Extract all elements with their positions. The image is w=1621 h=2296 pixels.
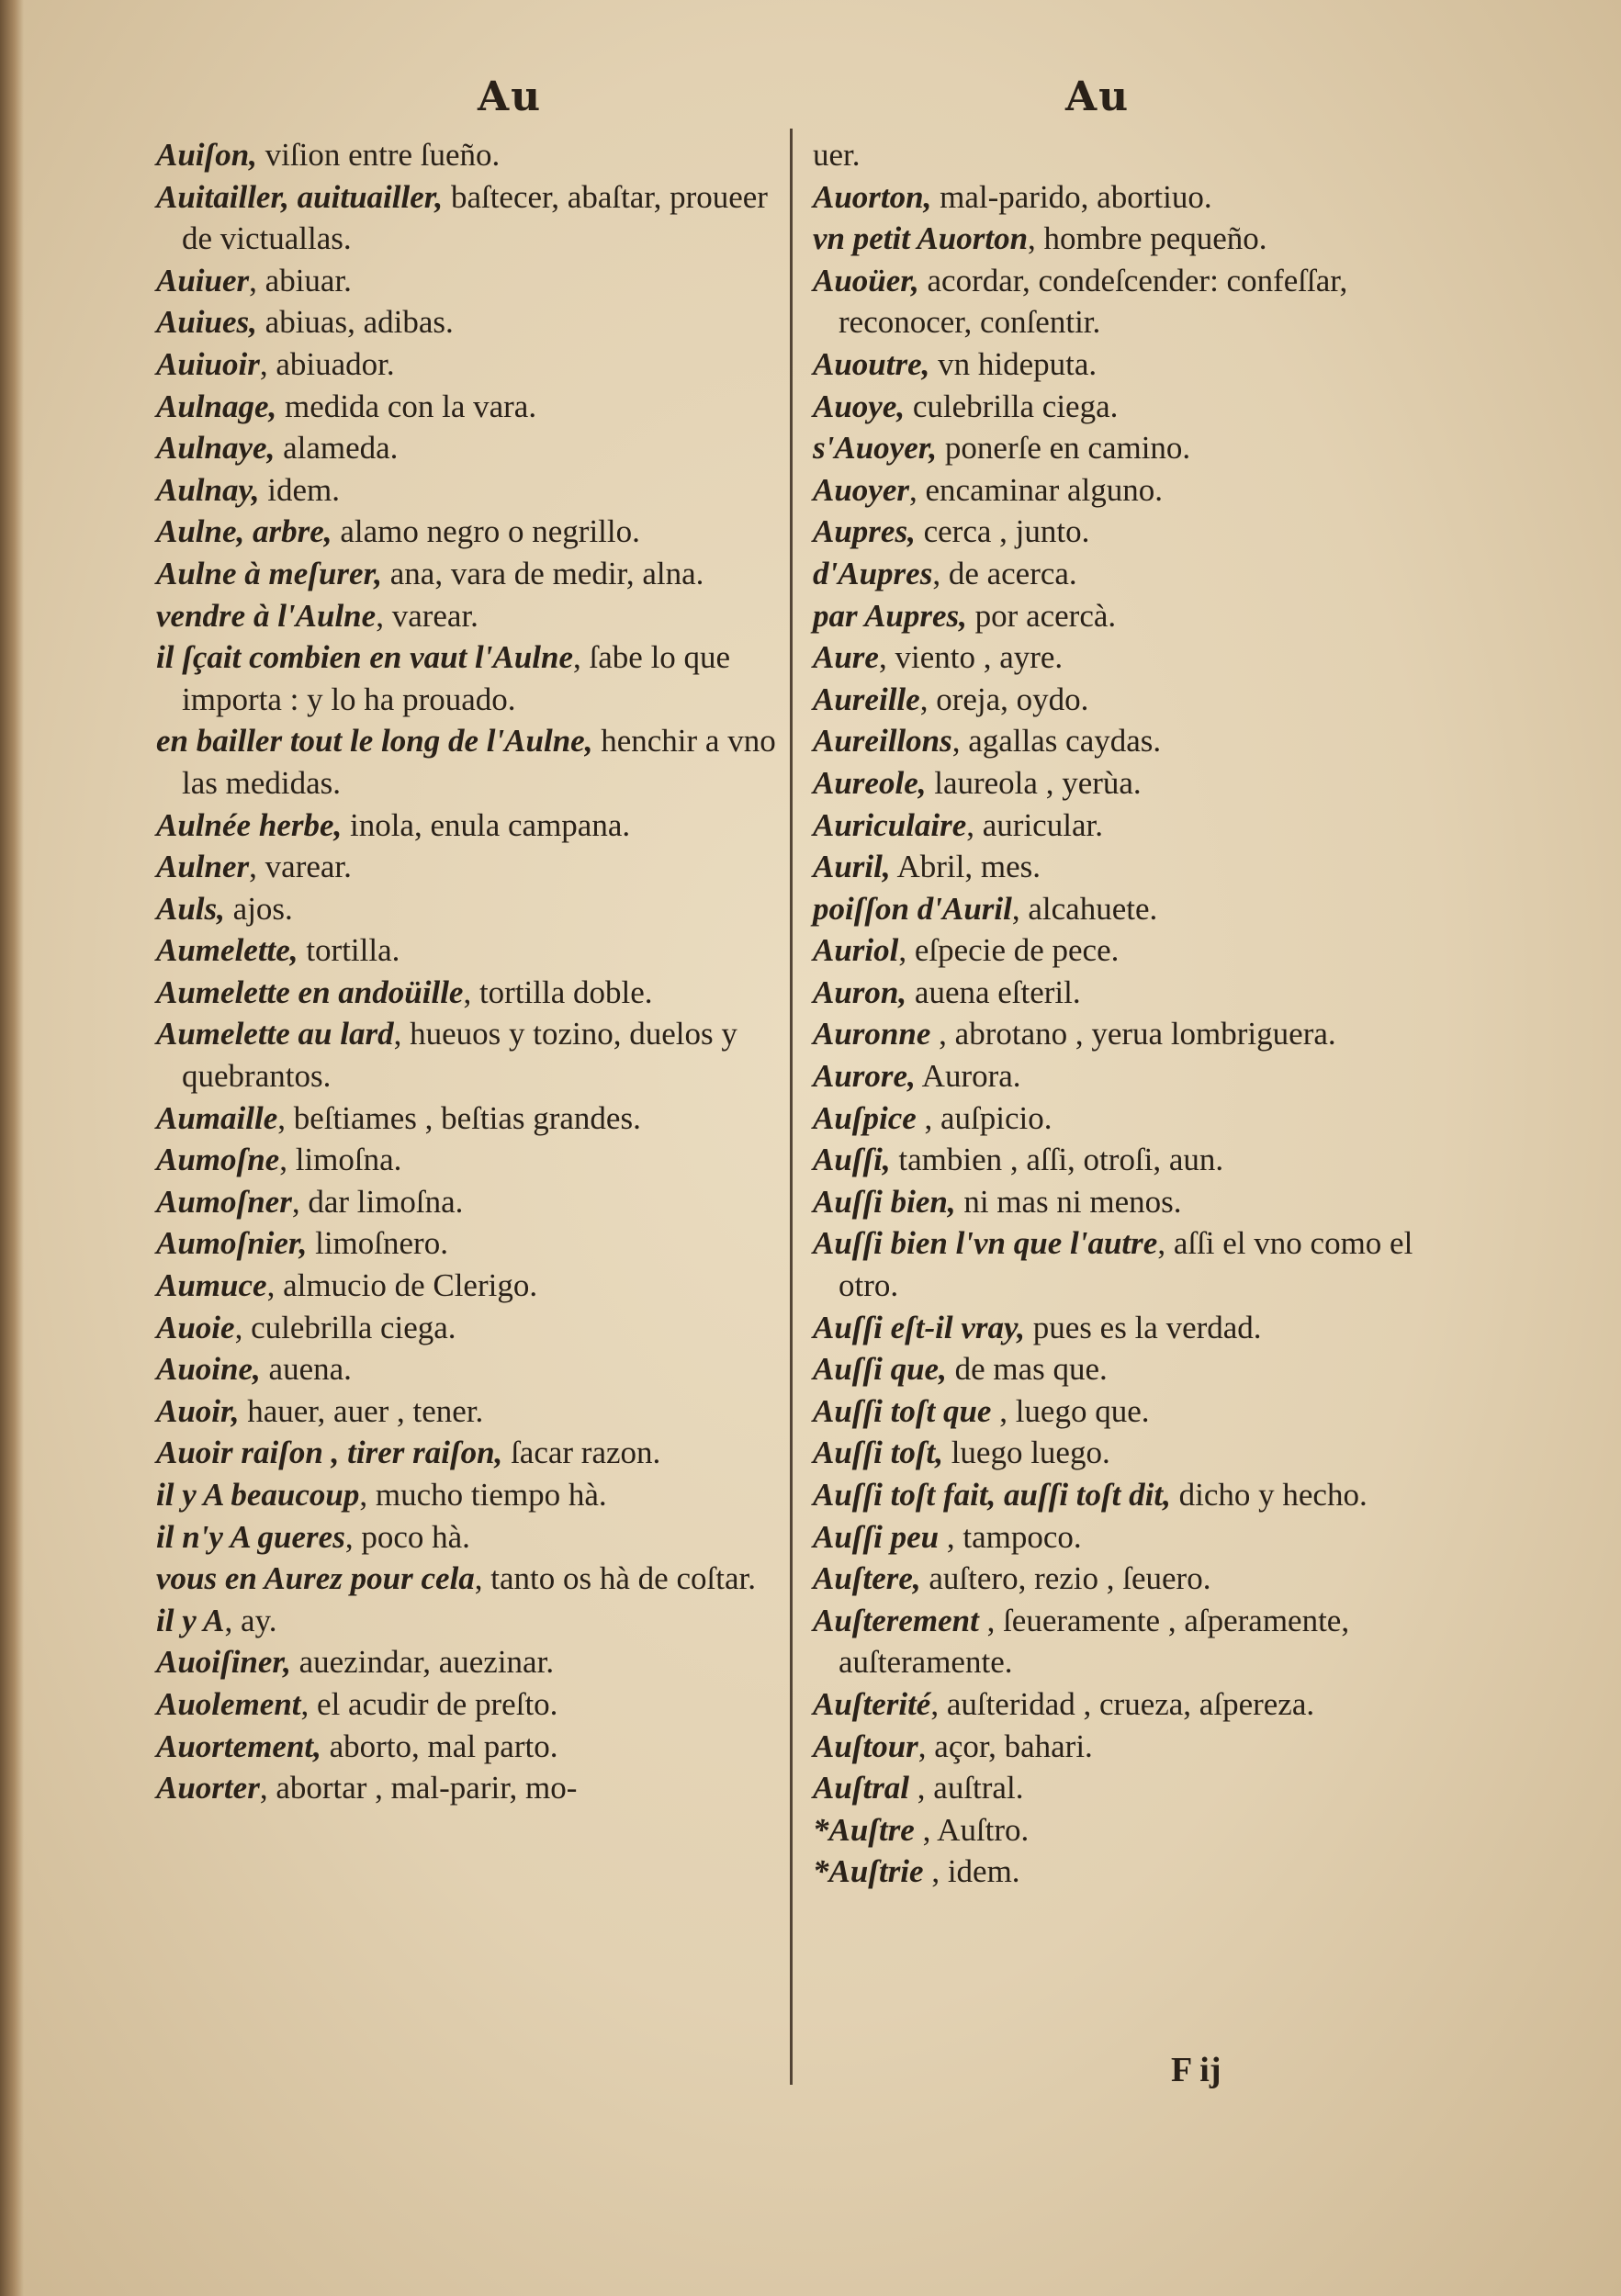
definition: auena. (260, 1351, 352, 1388)
headword: d'Aupres (813, 555, 933, 591)
headword: Auiuoir (156, 345, 260, 382)
headword: Auoüer, (813, 262, 919, 298)
headword: Aupres, (813, 513, 916, 550)
dictionary-entry (813, 343, 1437, 386)
headword: Auſtral (813, 1770, 910, 1806)
definition: pues es la verdad. (1025, 1309, 1262, 1345)
dictionary-entry (813, 972, 1437, 1014)
definition: Abril, mes. (890, 849, 1041, 885)
dictionary-entry (813, 386, 1437, 428)
headword: Auitailler, auituailler, (156, 178, 444, 215)
definition: luego luego. (942, 1435, 1110, 1471)
headword: Aumuce (156, 1267, 267, 1304)
dictionary-entry (813, 218, 1437, 260)
headword: Aumelette au lard (156, 1016, 394, 1052)
dictionary-entry (156, 260, 781, 302)
definition: , abiuar. (249, 262, 352, 298)
definition: Aurora. (915, 1058, 1021, 1095)
definition: , poco hà. (344, 1518, 470, 1555)
definition: auſtero, rezio , ſeuero. (920, 1560, 1211, 1597)
headword: Auiues, (156, 304, 257, 341)
dictionary-entry (813, 1767, 1437, 1809)
headword: il ſçait combien en vaut l'Aulne (156, 639, 574, 676)
dictionary-entry (813, 1013, 1437, 1055)
definition: , almucio de Clerigo. (266, 1267, 538, 1304)
definition: alamo negro o negrillo. (332, 513, 640, 550)
definition: por acercà. (966, 597, 1117, 634)
headword: Aumoſner (156, 1183, 292, 1220)
dictionary-entry (813, 1683, 1437, 1726)
dictionary-entry (156, 511, 781, 553)
definition: , hueuos y tozino, duelos y quebrantos. (182, 1016, 737, 1095)
dictionary-entry (813, 260, 1437, 343)
signature-mark: F ij (1171, 2051, 1221, 2089)
definition: , tortilla doble. (463, 974, 653, 1010)
headword: Auron, (813, 974, 907, 1010)
definition: , auricular. (966, 806, 1103, 843)
definition: , mucho tiempo hà. (359, 1477, 607, 1513)
definition: , encaminar alguno. (909, 471, 1164, 508)
dictionary-entry (156, 1265, 781, 1307)
definition: , de acerca. (932, 555, 1077, 591)
book-spine-shadow (0, 0, 24, 2296)
dictionary-entry (813, 1181, 1437, 1223)
dictionary-entry (156, 1432, 781, 1474)
headword: il n'y A gueres (156, 1518, 345, 1555)
headword: vous en Aurez pour cela (156, 1560, 475, 1597)
dictionary-entry (156, 1558, 781, 1600)
headword: Auronne (813, 1016, 931, 1052)
headword: Auoutre, (813, 345, 930, 382)
definition: , aſſi el vno como el otro. (839, 1225, 1413, 1304)
dictionary-entry (156, 427, 781, 469)
definition: ajos. (224, 890, 293, 927)
definition: , eſpecie de pece. (898, 932, 1120, 969)
dictionary-entry (813, 846, 1437, 888)
definition: , viento , ayre. (878, 639, 1064, 676)
definition: ana, vara de medir, alna. (382, 555, 704, 591)
definition: , abortar , mal-parir, mo- (259, 1770, 578, 1806)
headword: Aulne, arbre, (156, 513, 332, 550)
headword: Auoyer (813, 471, 909, 508)
dictionary-entry (156, 888, 781, 930)
definition: limoſnero. (307, 1225, 448, 1262)
dictionary-entry (156, 720, 781, 804)
dictionary-entry (813, 679, 1437, 721)
headword: poiſſon d'Auril (813, 890, 1012, 927)
definition: tortilla. (298, 932, 400, 969)
headword: Auſſi toſt fait, auſſi toſt dit, (813, 1477, 1171, 1513)
dictionary-entry (156, 1307, 781, 1349)
dictionary-entry (813, 720, 1437, 762)
headword: Auriculaire (813, 806, 967, 843)
dictionary-entry (156, 176, 781, 260)
definition: , agallas caydas. (951, 723, 1162, 760)
headword: vn petit Auorton (813, 220, 1029, 257)
headword: Auſpice (813, 1099, 917, 1136)
definition: de mas que. (946, 1351, 1108, 1388)
definition: vn hideputa. (929, 345, 1098, 382)
dictionary-entry (156, 1726, 781, 1768)
column-divider (790, 129, 793, 2085)
headword: Auoiſiner, (156, 1644, 291, 1681)
definition: laureola , yerùa. (926, 764, 1142, 801)
dictionary-entry (813, 511, 1437, 553)
headword: Auſſi toſt, (813, 1435, 943, 1471)
definition: cerca , junto. (915, 513, 1090, 550)
headword: Auoie (156, 1309, 235, 1345)
definition: acordar, condeſcender: confeſſar, reconocer, conſentir. (839, 262, 1348, 341)
definition: , açor, bahari. (917, 1728, 1093, 1764)
dictionary-entry (813, 1307, 1437, 1349)
headword: Auls, (156, 890, 225, 927)
definition: alameda. (275, 430, 399, 467)
right-column (813, 134, 1437, 1893)
definition: abiuas, adibas. (256, 304, 454, 341)
dictionary-entry (156, 1474, 781, 1516)
dictionary-entry (813, 1851, 1437, 1893)
definition: , beſtiames , beſtias grandes. (277, 1099, 641, 1136)
dictionary-entry (813, 805, 1437, 847)
definition: , ſeueramente , aſperamente, auſteramente. (839, 1602, 1350, 1681)
dictionary-entry (156, 1641, 781, 1683)
headword: Auoye, (813, 388, 906, 424)
dictionary-entry (813, 1139, 1437, 1181)
dictionary-entry (813, 1726, 1437, 1768)
headword: Auoir raiſon , tirer raiſon, (156, 1435, 503, 1471)
definition: , limoſna. (279, 1142, 402, 1178)
headword: en bailler tout le long de l'Aulne, (156, 723, 593, 760)
dictionary-entry (813, 1600, 1437, 1683)
headword: Aureillons (813, 723, 952, 760)
dictionary-entry (156, 553, 781, 595)
definition: ni mas ni menos. (955, 1183, 1182, 1220)
dictionary-entry (156, 469, 781, 512)
definition: aborto, mal parto. (321, 1728, 558, 1764)
dictionary-entry (813, 553, 1437, 595)
dictionary-entry (813, 929, 1437, 972)
dictionary-entry (813, 762, 1437, 805)
running-header-right: Au (1065, 73, 1131, 120)
dictionary-entry (813, 1558, 1437, 1600)
headword: Aumoſne (156, 1142, 280, 1178)
definition: idem. (259, 471, 340, 508)
dictionary-entry (813, 888, 1437, 930)
headword: Auſſi eſt-il vray, (813, 1309, 1026, 1345)
dictionary-entry (813, 595, 1437, 637)
dictionary-entry (156, 134, 781, 176)
definition: henchir a vno las medidas. (182, 723, 776, 801)
dictionary-entry (156, 805, 781, 847)
dictionary-entry (156, 386, 781, 428)
headword: Aulnage, (156, 388, 277, 424)
definition: , auſteridad , crueza, aſpereza. (930, 1685, 1315, 1722)
definition: , abrotano , yerua lombriguera. (930, 1016, 1336, 1052)
dictionary-entry (156, 1139, 781, 1181)
definition: inola, enula campana. (342, 806, 631, 843)
definition: , dar limoſna. (291, 1183, 464, 1220)
dictionary-entry (156, 343, 781, 386)
headword: Auriol (813, 932, 899, 969)
definition: , oreja, oydo. (919, 681, 1089, 717)
dictionary-entry (156, 972, 781, 1014)
dictionary-entry (156, 846, 781, 888)
headword: Aureole, (813, 764, 927, 801)
headword: Auorton, (813, 178, 932, 215)
left-column (156, 134, 781, 1809)
definition: tambien , aſſi, otroſi, aun. (890, 1142, 1224, 1178)
headword: Auſterement (813, 1602, 979, 1638)
running-header-left: Au (478, 73, 543, 120)
dictionary-entry (156, 1767, 781, 1809)
dictionary-entry (813, 1390, 1437, 1433)
dictionary-entry (156, 929, 781, 972)
definition: , abiuador. (259, 345, 395, 382)
dictionary-entry (813, 1516, 1437, 1559)
definition: , varear. (249, 849, 352, 885)
dictionary-entry (156, 636, 781, 720)
dictionary-entry (156, 1600, 781, 1642)
headword: Auſſi bien, (813, 1183, 956, 1220)
headword: s'Auoyer, (813, 430, 938, 467)
definition: , ay. (224, 1602, 277, 1638)
definition: , auſtral. (909, 1770, 1024, 1806)
definition: , idem. (923, 1853, 1020, 1890)
definition: , culebrilla ciega. (234, 1309, 456, 1345)
headword: Aureille (813, 681, 920, 717)
definition: hauer, auer , tener. (239, 1392, 484, 1429)
dictionary-entry (813, 1222, 1437, 1306)
headword: Auoir, (156, 1392, 240, 1429)
headword: Auril, (813, 849, 891, 885)
headword: *Auſtrie (813, 1853, 924, 1890)
definition: , hombre pequeño. (1028, 220, 1267, 257)
headword: Auſtour (813, 1728, 918, 1764)
definition: viſion entre ſueño. (256, 137, 501, 173)
headword: Auorter (156, 1770, 260, 1806)
dictionary-entry (156, 1222, 781, 1265)
definition: , alcahuete. (1011, 890, 1158, 927)
headword: Auſterité (813, 1685, 931, 1722)
headword: Aumelette, (156, 932, 298, 969)
headword: il y A (156, 1602, 225, 1638)
headword: Auſſi que, (813, 1351, 947, 1388)
headword: Aulnay, (156, 471, 260, 508)
dictionary-entry (813, 134, 1437, 176)
definition: , Auſtro. (914, 1811, 1030, 1848)
dictionary-entry (156, 1181, 781, 1223)
dictionary-entry (813, 176, 1437, 219)
headword: vendre à l'Aulne (156, 597, 377, 634)
definition: baſtecer, abaſtar, proueer de victuallas. (182, 178, 768, 257)
dictionary-entry (156, 1097, 781, 1140)
definition: uer. (813, 137, 861, 173)
dictionary-entry (156, 595, 781, 637)
dictionary-entry (813, 1809, 1437, 1851)
definition: dicho y hecho. (1170, 1477, 1368, 1513)
dictionary-entry (813, 1348, 1437, 1390)
dictionary-entry (813, 1432, 1437, 1474)
definition: , auſpicio. (916, 1099, 1053, 1136)
dictionary-entry (813, 427, 1437, 469)
headword: Auortement, (156, 1728, 321, 1764)
headword: Auolement (156, 1685, 301, 1722)
definition: medida con la vara. (276, 388, 537, 424)
dictionary-entry (156, 1683, 781, 1726)
definition: mal-parido, abortiuo. (931, 178, 1212, 215)
headword: Auſſi toſt que (813, 1392, 992, 1429)
definition: , varear. (376, 597, 478, 634)
dictionary-entry (813, 1055, 1437, 1097)
definition: , tampoco. (939, 1518, 1082, 1555)
definition: auezindar, auezinar. (290, 1644, 555, 1681)
headword: Aulnée herbe, (156, 806, 343, 843)
headword: Auſſi, (813, 1142, 891, 1178)
dictionary-entry (156, 1390, 781, 1433)
headword: il y A beaucoup (156, 1477, 360, 1513)
definition: ſacar razon. (502, 1435, 661, 1471)
definition: auena eſteril. (906, 974, 1081, 1010)
headword: Auſtere, (813, 1560, 921, 1597)
definition: culebrilla ciega. (905, 388, 1119, 424)
dictionary-entry (813, 1097, 1437, 1140)
headword: Aurore, (813, 1058, 916, 1095)
dictionary-entry (813, 469, 1437, 512)
headword: Aumaille (156, 1099, 278, 1136)
headword: par Aupres, (813, 597, 967, 634)
headword: Aumoſnier, (156, 1225, 308, 1262)
dictionary-entry (156, 1013, 781, 1097)
dictionary-entry (156, 1348, 781, 1390)
definition: , tanto os hà de coſtar. (474, 1560, 756, 1597)
headword: Aure (813, 639, 879, 676)
dictionary-entry (813, 636, 1437, 679)
headword: Auſſi bien l'vn que l'autre (813, 1225, 1158, 1262)
dictionary-entry (156, 301, 781, 343)
headword: Aulnaye, (156, 430, 276, 467)
headword: *Auſtre (813, 1811, 915, 1848)
dictionary-entry (156, 1516, 781, 1559)
headword: Auoine, (156, 1351, 261, 1388)
headword: Aumelette en andoüille (156, 974, 464, 1010)
headword: Auiuer (156, 262, 250, 298)
headword: Aulne à meſurer, (156, 555, 383, 591)
headword: Aulner (156, 849, 250, 885)
headword: Auiſon, (156, 137, 257, 173)
definition: , ſabe lo que importa : y lo ha prouado. (182, 639, 731, 717)
definition: ponerſe en camino. (937, 430, 1191, 467)
dictionary-entry (813, 1474, 1437, 1516)
definition: , luego que. (991, 1392, 1150, 1429)
definition: , el acudir de preſto. (300, 1685, 558, 1722)
headword: Auſſi peu (813, 1518, 940, 1555)
